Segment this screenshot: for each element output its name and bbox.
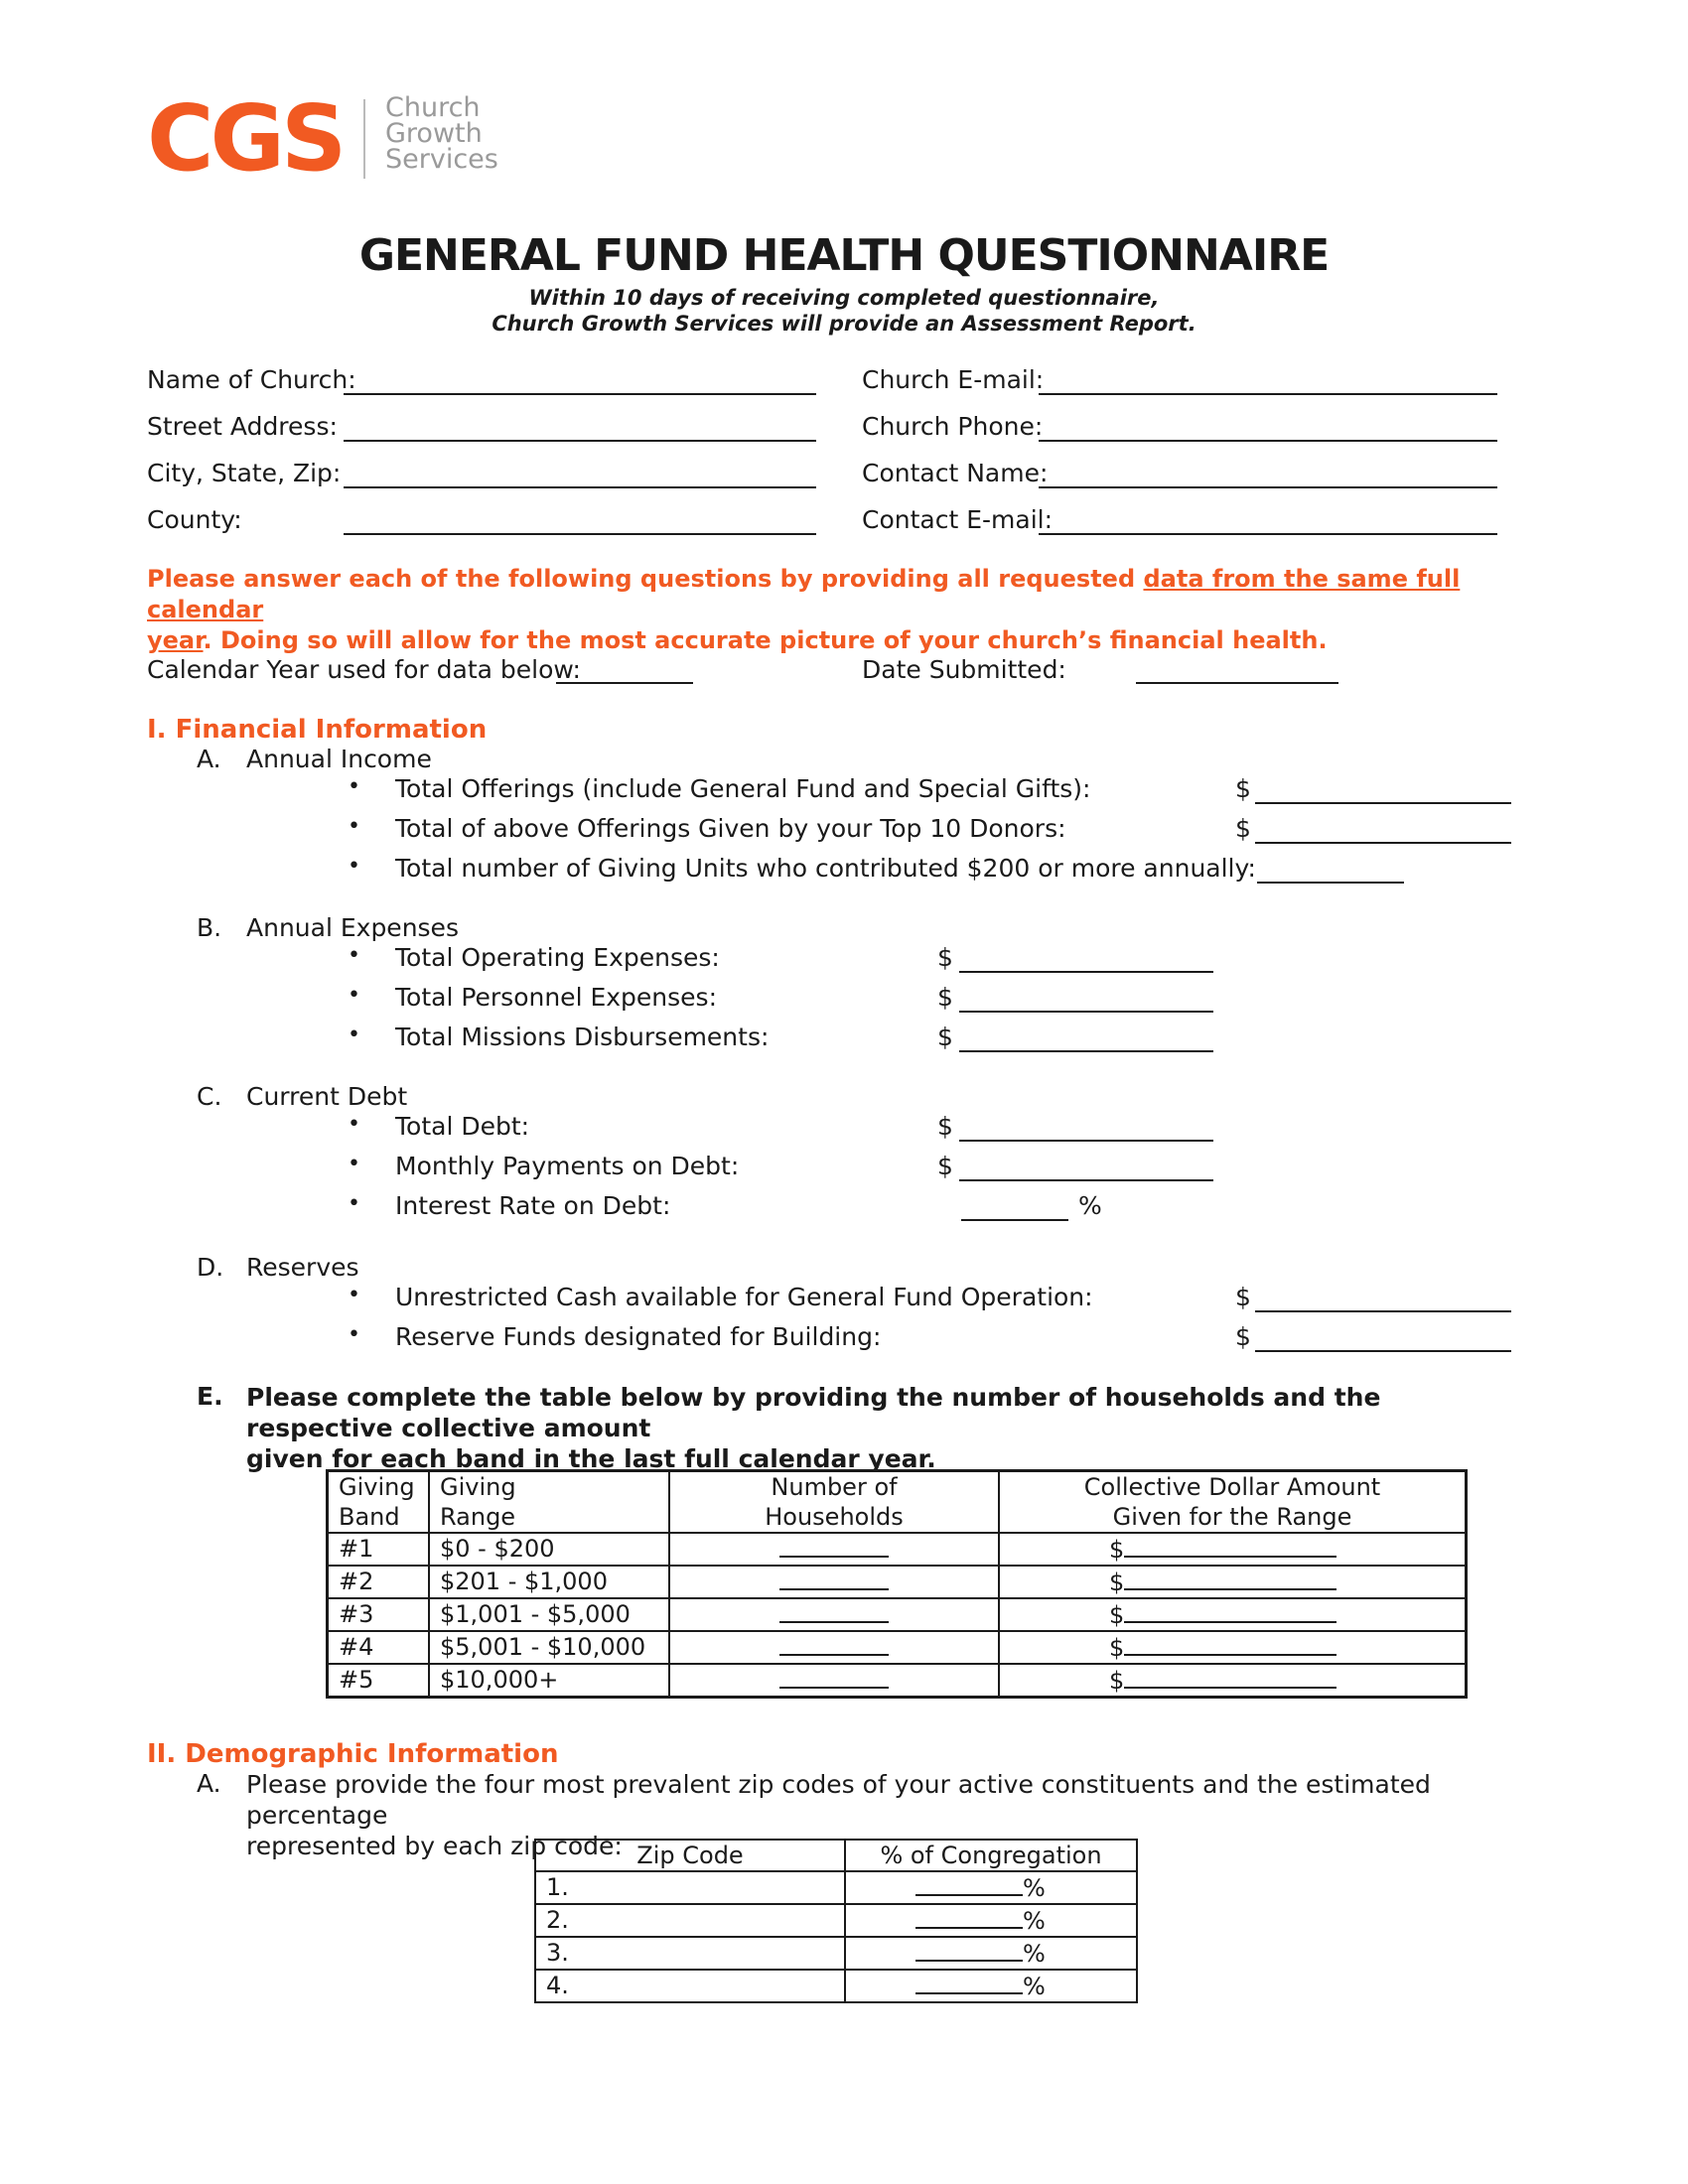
zip-input[interactable]: 3.: [535, 1937, 845, 1970]
section-financial-heading: I. Financial Information: [147, 715, 488, 745]
dollar-sign: $: [937, 1152, 953, 1180]
instructions: Please answer each of the following questions by providing all requested data from the same full calendar year. Doing so will allow for the most accurate picture of your church’s financial health.: [147, 565, 1461, 654]
name-of-church-field[interactable]: [344, 393, 816, 395]
bullet-icon: •: [348, 983, 360, 1008]
operating-expenses-field[interactable]: [959, 971, 1213, 973]
street-address-label: Street Address:: [147, 412, 338, 441]
total-debt-label: Total Debt:: [395, 1112, 530, 1141]
church-phone-field[interactable]: [1039, 440, 1497, 442]
operating-expenses-label: Total Operating Expenses:: [395, 943, 720, 972]
subsection-a-title: Annual Income: [246, 745, 432, 773]
page-title: GENERAL FUND HEALTH QUESTIONNAIRE: [358, 230, 1330, 281]
table-row: #5 $10,000+ $: [328, 1664, 1467, 1698]
top-donors-field[interactable]: [1255, 842, 1511, 844]
missions-disbursements-field[interactable]: [959, 1050, 1213, 1052]
missions-disbursements-label: Total Missions Disbursements:: [395, 1023, 770, 1051]
table-row: #1 $0 - $200 $: [328, 1533, 1467, 1566]
contact-name-field[interactable]: [1039, 486, 1497, 488]
church-email-label: Church E-mail:: [862, 365, 1045, 394]
top-donors-label: Total of above Offerings Given by your Top 10 Donors:: [395, 814, 1066, 843]
monthly-payments-label: Monthly Payments on Debt:: [395, 1152, 740, 1180]
subtitle-line-2: Church Growth Services will provide an Assessment Report.: [492, 312, 1196, 336]
subsection-d-title: Reserves: [246, 1253, 359, 1282]
calendar-year-label: Calendar Year used for data below:: [147, 655, 581, 684]
bullet-icon: •: [348, 943, 360, 968]
interest-rate-label: Interest Rate on Debt:: [395, 1191, 671, 1220]
households-input[interactable]: [669, 1664, 999, 1698]
table-row: [535, 1904, 1137, 1937]
table-header-row: [328, 1471, 1467, 1534]
percent-sign: %: [1078, 1191, 1102, 1220]
unrestricted-cash-field[interactable]: [1255, 1310, 1511, 1312]
bullet-icon: •: [348, 854, 360, 879]
logo-mark: CGS: [147, 85, 344, 192]
amount-input[interactable]: $: [999, 1664, 1467, 1698]
reserve-funds-label: Reserve Funds designated for Building:: [395, 1322, 882, 1351]
dollar-sign: $: [1235, 1322, 1251, 1351]
personnel-expenses-field[interactable]: [959, 1011, 1213, 1013]
dollar-sign: $: [937, 943, 953, 972]
church-phone-label: Church Phone:: [862, 412, 1044, 441]
contact-name-label: Contact Name:: [862, 459, 1049, 487]
subsection-e-text: Please complete the table below by providing the number of households and the respective collective amount given for each band in the last full calendar year.: [246, 1383, 1381, 1473]
county-field[interactable]: [344, 533, 816, 535]
zip-input[interactable]: 4.: [535, 1970, 845, 2002]
name-of-church-label: Name of Church:: [147, 365, 356, 394]
reserve-funds-field[interactable]: [1255, 1350, 1511, 1352]
zip-input[interactable]: 1.: [535, 1871, 845, 1904]
street-address-field[interactable]: [344, 440, 816, 442]
pct-input[interactable]: %: [845, 1871, 1137, 1904]
personnel-expenses-label: Total Personnel Expenses:: [395, 983, 717, 1012]
subsection-b-letter: B.: [197, 913, 222, 942]
logo-text: Church Growth Services: [385, 92, 498, 175]
table-row: #3 $1,001 - $5,000 $: [328, 1598, 1467, 1631]
giving-bands-table: [326, 1469, 1468, 1699]
households-input[interactable]: [669, 1631, 999, 1664]
demographic-a-letter: A.: [197, 1769, 221, 1798]
amount-input[interactable]: $: [999, 1598, 1467, 1631]
total-offerings-label: Total Offerings (include General Fund and Special Gifts):: [395, 774, 1091, 803]
logo: [147, 85, 504, 192]
pct-input[interactable]: %: [845, 1904, 1137, 1937]
dollar-sign: $: [937, 1112, 953, 1141]
header-amount: Collective Dollar Amount Given for the Range: [999, 1471, 1467, 1534]
table-row: [535, 1871, 1137, 1904]
city-state-zip-label: City, State, Zip:: [147, 459, 342, 487]
subsection-d-letter: D.: [197, 1253, 224, 1282]
bullet-icon: •: [348, 1322, 360, 1347]
contact-email-field[interactable]: [1039, 533, 1497, 535]
amount-input[interactable]: $: [999, 1533, 1467, 1566]
amount-input[interactable]: $: [999, 1631, 1467, 1664]
header-households: Number of Households: [669, 1471, 999, 1534]
bullet-icon: •: [348, 814, 360, 839]
date-submitted-label: Date Submitted:: [862, 655, 1066, 684]
header-zip: Zip Code: [535, 1840, 845, 1871]
pct-input[interactable]: %: [845, 1970, 1137, 2002]
monthly-payments-field[interactable]: [959, 1179, 1213, 1181]
giving-units-label: Total number of Giving Units who contributed $200 or more annually:: [395, 854, 1256, 883]
table-row: #4 $5,001 - $10,000 $: [328, 1631, 1467, 1664]
households-input[interactable]: [669, 1566, 999, 1598]
dollar-sign: $: [937, 983, 953, 1012]
bullet-icon: •: [348, 1191, 360, 1216]
bullet-icon: •: [348, 1283, 360, 1307]
table-row: #2 $201 - $1,000 $: [328, 1566, 1467, 1598]
bullet-icon: •: [348, 1112, 360, 1137]
logo-divider: [363, 99, 365, 179]
date-submitted-field[interactable]: [1136, 682, 1338, 684]
zip-input[interactable]: 2.: [535, 1904, 845, 1937]
contact-email-label: Contact E-mail:: [862, 505, 1054, 534]
subsection-a-letter: A.: [197, 745, 221, 773]
demographic-a-text: Please provide the four most prevalent zip codes of your active constituents and the estimated percentage represented by each zip code:: [246, 1770, 1431, 1860]
header-pct: % of Congregation: [845, 1840, 1137, 1871]
dollar-sign: $: [937, 1023, 953, 1051]
amount-input[interactable]: $: [999, 1566, 1467, 1598]
county-label: County:: [147, 505, 242, 534]
dollar-sign: $: [1235, 774, 1251, 803]
households-input[interactable]: [669, 1533, 999, 1566]
giving-units-field[interactable]: [1257, 882, 1404, 884]
header-range: Giving Range: [429, 1471, 669, 1534]
subsection-e-letter: E.: [197, 1382, 223, 1411]
header-band: Giving Band: [328, 1471, 430, 1534]
total-offerings-field[interactable]: [1255, 802, 1511, 804]
bullet-icon: •: [348, 774, 360, 799]
pct-input[interactable]: %: [845, 1937, 1137, 1970]
total-debt-field[interactable]: [959, 1140, 1213, 1142]
interest-rate-field[interactable]: [961, 1219, 1068, 1221]
bullet-icon: •: [348, 1152, 360, 1176]
zip-code-table: [534, 1839, 1138, 2003]
table-header-row: [535, 1840, 1137, 1871]
bullet-icon: •: [348, 1023, 360, 1047]
unrestricted-cash-label: Unrestricted Cash available for General Fund Operation:: [395, 1283, 1093, 1311]
dollar-sign: $: [1235, 1283, 1251, 1311]
table-row: [535, 1970, 1137, 2002]
households-input[interactable]: [669, 1598, 999, 1631]
city-state-zip-field[interactable]: [344, 486, 816, 488]
church-email-field[interactable]: [1039, 393, 1497, 395]
subsection-c-letter: C.: [197, 1082, 222, 1111]
subsection-b-title: Annual Expenses: [246, 913, 459, 942]
section-demographic-heading: II. Demographic Information: [147, 1739, 559, 1769]
dollar-sign: $: [1235, 814, 1251, 843]
subsection-c-title: Current Debt: [246, 1082, 408, 1111]
subtitle-line-1: Within 10 days of receiving completed questionnaire,: [528, 286, 1160, 310]
table-row: [535, 1937, 1137, 1970]
calendar-year-field[interactable]: [556, 682, 693, 684]
